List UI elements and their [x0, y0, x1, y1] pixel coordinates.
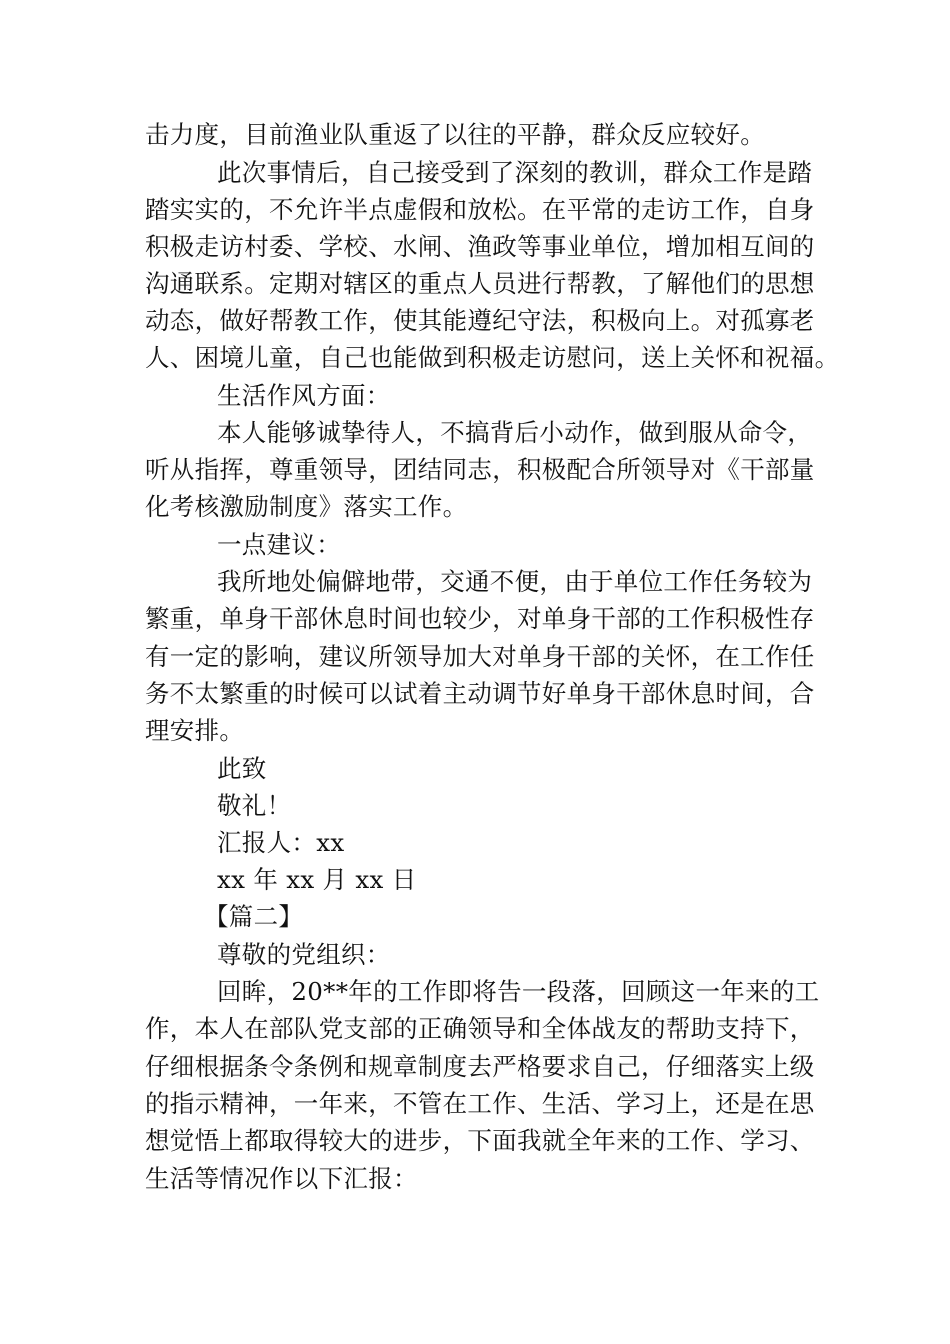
text-line: 我所地处偏僻地带，交通不便，由于单位工作任务较为 — [217, 567, 813, 596]
text-line: 作，本人在部队党支部的正确领导和全体战友的帮助支持下， — [145, 1014, 815, 1043]
text-line: 本人能够诚挚待人，不搞背后小动作，做到服从命令， — [217, 418, 813, 447]
text-line: 回眸，20**年的工作即将告一段落，回顾这一年来的工 — [217, 977, 820, 1006]
section-heading: 生活作风方面： — [217, 381, 391, 410]
text-line: 动态，做好帮教工作，使其能遵纪守法，积极向上。对孤寡老 — [145, 306, 815, 335]
text-line: 踏实实的，不允许半点虚假和放松。在平常的走访工作，自身 — [145, 195, 815, 224]
text-line: 理安排。 — [145, 716, 245, 745]
section-heading: 一点建议： — [217, 530, 341, 559]
text-line: 听从指挥，尊重领导，团结同志，积极配合所领导对《干部量 — [145, 455, 815, 484]
text-line: 击力度，目前渔业队重返了以往的平静，群众反应较好。 — [145, 120, 765, 149]
text-line: 仔细根据条令条例和规章制度去严格要求自己，仔细落实上级 — [145, 1052, 815, 1081]
text-line: 繁重，单身干部休息时间也较少，对单身干部的工作积极性存 — [145, 604, 815, 633]
text-line: 的指示精神，一年来，不管在工作、生活、学习上，还是在思 — [145, 1089, 815, 1118]
text-line: 化考核激励制度》落实工作。 — [145, 492, 468, 521]
closing-line: 此致 — [217, 754, 267, 783]
salutation-line: 尊敬的党组织： — [217, 940, 391, 969]
text-line: 积极走访村委、学校、水闸、渔政等事业单位，增加相互间的 — [145, 232, 815, 261]
text-line: 务不太繁重的时候可以试着主动调节好单身干部休息时间，合 — [145, 679, 815, 708]
date-line: xx 年 xx 月 xx 日 — [217, 865, 417, 894]
closing-line: 敬礼！ — [217, 791, 292, 820]
text-line: 想觉悟上都取得较大的进步，下面我就全年来的工作、学习、 — [145, 1126, 815, 1155]
text-line: 沟通联系。定期对辖区的重点人员进行帮教，了解他们的思想 — [145, 269, 815, 298]
text-line: 有一定的影响，建议所领导加大对单身干部的关怀，在工作任 — [145, 642, 815, 671]
text-line: 此次事情后，自己接受到了深刻的教训，群众工作是踏 — [217, 158, 813, 187]
section-title: 【篇二】 — [204, 902, 304, 931]
reporter-line: 汇报人：xx — [217, 828, 345, 857]
text-line: 人、困境儿童，自己也能做到积极走访慰问，送上关怀和祝福。 — [145, 343, 840, 372]
text-line: 生活等情况作以下汇报： — [145, 1164, 418, 1193]
